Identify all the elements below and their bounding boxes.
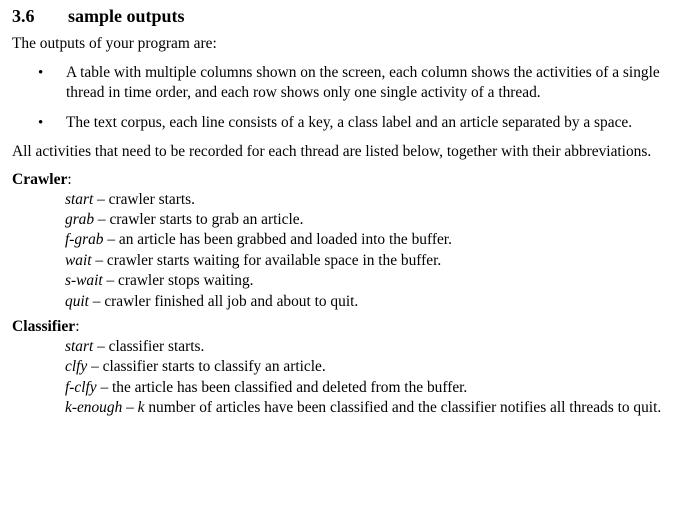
intro-paragraph: The outputs of your program are: bbox=[12, 35, 217, 52]
activity-k-variable: k bbox=[137, 399, 145, 417]
activity-item bbox=[65, 271, 686, 291]
activity-term: start bbox=[65, 337, 94, 355]
bullet-icon: • bbox=[38, 64, 44, 81]
activity-desc: – crawler starts to grab an article. bbox=[94, 210, 304, 228]
activity-item bbox=[65, 337, 686, 357]
crawler-section bbox=[12, 170, 686, 312]
activity-desc: – classifier starts to classify an article. bbox=[87, 358, 326, 376]
section-title: sample outputs bbox=[68, 6, 185, 26]
activity-term: k-enough bbox=[65, 399, 123, 417]
classifier-title-colon: : bbox=[75, 317, 80, 335]
output-item-text: A table with multiple columns shown on the screen, each column shows the activities of a single thread in time order, and each row shows only one single activity of a thread. bbox=[66, 63, 660, 101]
activity-desc: – crawler starts. bbox=[93, 190, 195, 208]
classifier-title-text: Classifier bbox=[12, 317, 76, 335]
output-list-item bbox=[12, 63, 686, 104]
classifier-title bbox=[12, 317, 686, 337]
crawler-title bbox=[12, 170, 686, 190]
activity-desc: – the article has been classified and deleted from the buffer. bbox=[96, 378, 468, 396]
bullet-icon: • bbox=[38, 114, 44, 131]
activity-term: wait bbox=[65, 251, 92, 269]
activity-item bbox=[65, 398, 686, 418]
section-heading bbox=[12, 4, 686, 28]
activity-item bbox=[65, 251, 686, 271]
activity-item bbox=[65, 230, 686, 250]
activity-desc: – an article has been grabbed and loaded into the buffer. bbox=[103, 231, 452, 249]
activity-term: f-grab bbox=[65, 231, 104, 249]
activity-item bbox=[65, 292, 686, 312]
activity-item bbox=[65, 190, 686, 210]
activity-desc: – crawler finished all job and about to quit. bbox=[88, 292, 359, 310]
activity-desc: – classifier starts. bbox=[93, 337, 205, 355]
activity-item bbox=[65, 210, 686, 230]
activity-term: s-wait bbox=[65, 272, 103, 290]
crawler-activity-list bbox=[65, 190, 686, 312]
activity-desc: – crawler stops waiting. bbox=[102, 272, 254, 290]
activity-dash: – bbox=[122, 399, 138, 417]
activity-item bbox=[65, 378, 686, 398]
activity-term: start bbox=[65, 190, 94, 208]
crawler-title-colon: : bbox=[67, 170, 72, 188]
classifier-section bbox=[12, 317, 686, 419]
activity-term: grab bbox=[65, 210, 95, 228]
summary-paragraph: All activities that need to be recorded for each thread are listed below, together with their abbreviations. bbox=[12, 143, 652, 160]
activity-item bbox=[65, 357, 686, 377]
activity-desc: – crawler starts waiting for available space in the buffer. bbox=[91, 251, 442, 269]
section-number: 3.6 bbox=[12, 6, 35, 26]
document-page bbox=[12, 4, 686, 419]
classifier-activity-list bbox=[65, 337, 686, 419]
output-list-item bbox=[12, 113, 686, 134]
activity-term: quit bbox=[65, 292, 89, 310]
activity-term: f-clfy bbox=[65, 378, 97, 396]
activity-desc: number of articles have been classified and the classifier notifies all threads to quit. bbox=[144, 399, 662, 417]
output-item-text: The text corpus, each line consists of a key, a class label and an article separated by a space. bbox=[66, 113, 633, 131]
crawler-title-text: Crawler bbox=[12, 170, 68, 188]
activity-term: clfy bbox=[65, 358, 88, 376]
output-list bbox=[12, 63, 686, 134]
